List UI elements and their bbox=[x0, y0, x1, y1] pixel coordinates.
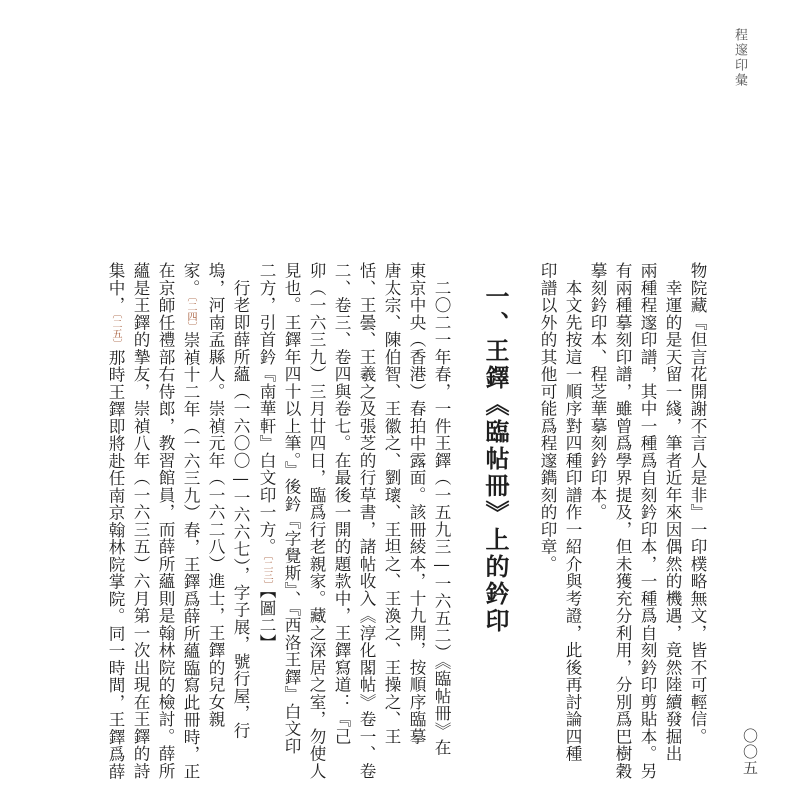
column-text: 東京中央（香港）春拍中露面。該冊綾本，十九開，按順序臨摹 bbox=[407, 262, 426, 745]
text-column bbox=[129, 262, 151, 780]
page-number: 〇〇五 bbox=[741, 728, 759, 776]
text-column bbox=[536, 262, 558, 573]
column-text: 家。 bbox=[181, 262, 200, 297]
column-text-continued: 那時王鐸即將赴任南京翰林院掌院。同一時間，王鐸爲薛 bbox=[106, 348, 125, 780]
footnote-marker: 〔二三〕 bbox=[261, 555, 272, 591]
footnote-marker: 〔二五〕 bbox=[110, 313, 121, 349]
running-head: 程邃印彙 bbox=[732, 28, 747, 88]
column-text: 兩種程邃印譜，其中一種爲自刻鈐印本，一種爲自刻鈐印剪貼本。另 bbox=[638, 262, 657, 780]
column-text: 塢，河南孟縣人。崇禎元年（一六二八）進士，王鐸的兒女親 bbox=[206, 262, 225, 728]
column-text: 在京師任禮部右侍郎，教習館員，而薛所蘊則是翰林院的檢討。薛所 bbox=[156, 262, 175, 780]
column-text: 恬、王曇、王羲之及張芝的行草書，諸帖收入《淳化閣帖》卷一、卷 bbox=[357, 262, 376, 780]
column-text-continued: 【圖二】 bbox=[257, 590, 276, 651]
column-text: 行老即薛所蘊（一六〇〇—一六六七），字子展，號行屋，行 bbox=[231, 262, 250, 740]
column-text: 物院藏『但言花開謝不言人是非』一印樸略無文，皆不可輕信。 bbox=[688, 262, 707, 745]
text-column bbox=[104, 262, 126, 780]
text-column bbox=[586, 262, 608, 521]
text-column bbox=[154, 262, 176, 780]
text-column bbox=[405, 262, 427, 745]
column-text: 二、卷三、卷四與卷七。在最後一開的題款中，王鐸寫道：『己 bbox=[332, 262, 351, 745]
column-text: 卯（一六三九）三月廿四日，臨爲行老親家。藏之深居之室，勿使人 bbox=[307, 262, 326, 780]
text-column bbox=[561, 262, 583, 762]
text-column bbox=[330, 262, 352, 745]
text-column bbox=[229, 262, 251, 739]
column-text: 二〇二一年春，一件王鐸（一五九三—一六五二）《臨帖冊》在 bbox=[432, 262, 451, 757]
section-heading: 一、王鐸《臨帖冊》上的鈐印 bbox=[481, 284, 510, 635]
text-column bbox=[611, 262, 633, 780]
text-column bbox=[380, 262, 402, 745]
column-text: 集中， bbox=[106, 262, 125, 314]
column-text: 見也。王鐸年四十以上筆。』後鈐『字覺斯』、『西洛王鐸』白文印 bbox=[282, 262, 301, 755]
column-text: 唐太宗、陳伯智、王徽之、劉瓌、王坦之、王渙之、王操之、王 bbox=[382, 262, 401, 745]
text-column bbox=[430, 262, 452, 756]
text-column bbox=[661, 262, 683, 762]
column-text: 印譜以外的其他可能爲程邃鐫刻的印章。 bbox=[538, 262, 557, 573]
text-column bbox=[686, 262, 708, 745]
column-text: 幸運的是天留一綫，筆者近年來因偶然的機遇，竟然陸續發掘出 bbox=[663, 262, 682, 763]
text-column bbox=[355, 262, 377, 780]
column-text-continued: 崇禎十二年（一六三九）春，王鐸爲薛所蘊臨寫此冊時，正 bbox=[181, 331, 200, 780]
column-text: 有兩種摹刻印譜，雖曾爲學界提及，但未獲充分利用，分別爲巴樹穀 bbox=[613, 262, 632, 780]
text-column bbox=[636, 262, 658, 780]
column-text: 摹刻鈐印本、程芝華摹刻鈐印本。 bbox=[588, 262, 607, 521]
text-column bbox=[280, 262, 302, 755]
text-column bbox=[255, 262, 277, 651]
column-text: 蘊是王鐸的摯友，崇禎八年（一六三五）六月第一次出現在王鐸的詩 bbox=[131, 262, 150, 780]
column-text: 本文先按這一順序對四種印譜作一紹介與考證，此後再討論四種 bbox=[563, 262, 582, 763]
text-column bbox=[179, 262, 201, 780]
column-text: 二方，引首鈐『南華軒』白文印一方。 bbox=[257, 262, 276, 556]
text-column bbox=[305, 262, 327, 780]
footnote-marker: 〔二四〕 bbox=[185, 296, 196, 332]
text-column bbox=[204, 262, 226, 728]
